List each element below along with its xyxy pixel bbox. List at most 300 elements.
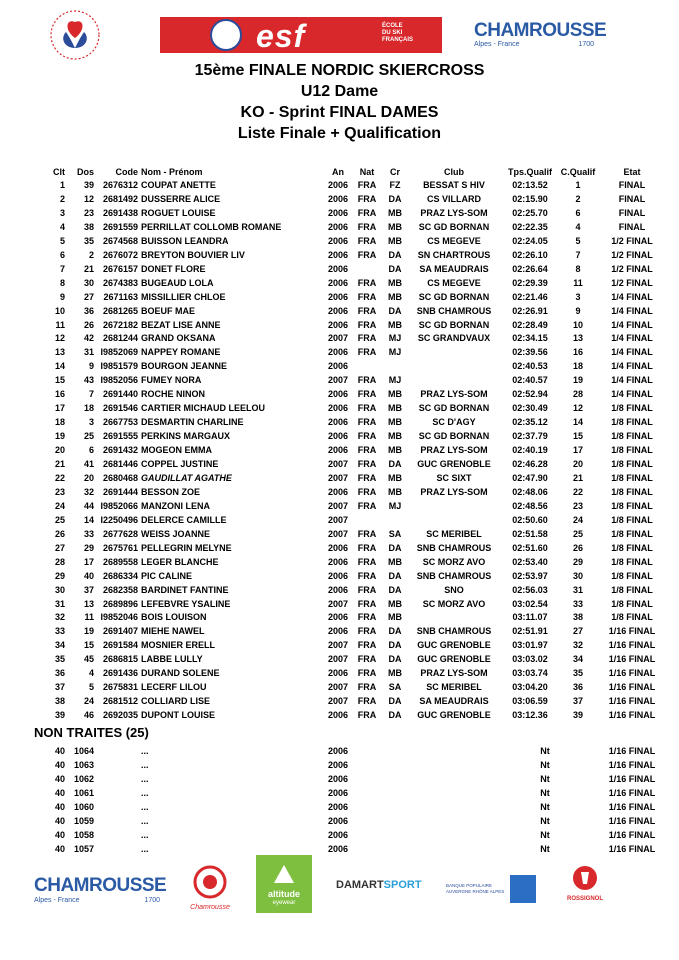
nt-cell-year: 2006 [327,816,349,827]
table-row [0,569,679,583]
cell-cqualif: 34 [572,654,583,665]
cell-cqualif: 21 [572,472,583,483]
cell-time: 02:35.12 [512,417,548,428]
cell-name: FUMEY NORA [141,375,202,386]
cell-year: 2007 [327,500,349,511]
esf-tagline: ÉCOLE DU SKI FRANÇAIS [382,23,413,43]
cell-name: WEISS JOANNE [141,528,211,539]
cell-cr: DA [388,570,402,581]
cell-clt: 10 [54,305,65,316]
cell-clt: 14 [54,361,65,372]
cell-cr: DA [388,249,402,260]
cell-cqualif: 3 [575,291,581,302]
cell-time: 02:48.06 [512,486,548,497]
nt-cell-year: 2006 [327,760,349,771]
cell-name: DONET FLORE [141,263,206,274]
cell-time: 03:01.97 [512,640,548,651]
cell-clt: 24 [54,500,65,511]
cell-dos: 27 [83,291,94,302]
cell-cqualif: 12 [572,403,583,414]
altitude-eyewear-logo: altitude eyewear [256,855,312,913]
cell-cr: MJ [388,500,402,511]
cell-nat: FRA [357,598,377,609]
cell-club: SNB CHAMROUS [416,305,492,316]
cell-etat: FINAL [618,193,646,204]
nt-cell-clt: 40 [54,802,65,813]
cell-cqualif: 16 [572,347,583,358]
nt-cell-clt: 40 [54,760,65,771]
cell-etat: 1/4 FINAL [611,375,653,386]
rossignol-logo: ROSSIGNOL [562,865,608,902]
column-header-dos: Dos [76,167,94,177]
cell-etat: 1/8 FINAL [611,500,653,511]
cell-etat: 1/8 FINAL [611,403,653,414]
nt-cell-etat: 1/16 FINAL [608,788,656,799]
cell-name: MANZONI LENA [141,500,210,511]
cell-dos: 3 [88,417,94,428]
cell-etat: 1/8 FINAL [611,472,653,483]
table-row [0,499,679,513]
cell-year: 2007 [327,472,349,483]
cell-cqualif: 4 [575,221,581,232]
cell-clt: 23 [54,486,65,497]
chamrousse-altitude: 1700 [578,41,594,48]
cell-year: 2006 [327,556,349,567]
chamrousse-emblem-icon [193,865,227,899]
table-row [0,457,679,471]
cell-name: MIEHE NAWEL [141,626,205,637]
column-header-time: Tps.Qualif [507,167,552,177]
cell-year: 2007 [327,333,349,344]
cell-cr: DA [388,542,402,553]
cell-code: 2675831 [102,682,138,693]
nt-cell-year: 2006 [327,774,349,785]
cell-club: GUC GRENOBLE [417,654,491,665]
table-row [0,345,679,359]
non-traite-row [0,772,679,786]
non-traite-row [0,842,679,856]
cell-cqualif: 19 [572,375,583,386]
cell-dos: 32 [83,486,94,497]
cell-cr: MB [388,556,402,567]
cell-time: 02:51.60 [512,542,548,553]
banque-populaire-logo: BANQUE POPULAIRE AUVERGNE RHÔNE ALPES [446,875,538,905]
cell-nat: FRA [357,193,377,204]
cell-cqualif: 15 [572,431,583,442]
cell-year: 2006 [327,570,349,581]
nt-cell-etat: 1/16 FINAL [608,830,656,841]
cell-nat: FRA [357,570,377,581]
cell-club: SNB CHAMROUS [416,570,492,581]
cell-name: BOURGON JEANNE [141,361,228,372]
cell-name: GAUDILLAT AGATHE [141,472,232,483]
cell-clt: 36 [54,668,65,679]
cell-year: 2006 [327,486,349,497]
cell-time: 02:48.56 [512,500,548,511]
cell-clt: 17 [54,403,65,414]
cell-cr: MB [388,221,402,232]
cell-clt: 8 [59,277,65,288]
cell-name: DURAND SOLENE [141,668,220,679]
chamrousse-emblem-logo: Chamrousse [186,865,234,913]
cell-dos: 2 [88,249,94,260]
table-row [0,610,679,624]
cell-dos: 6 [88,445,94,456]
table-row [0,624,679,638]
cell-nat: FRA [357,682,377,693]
cell-dos: 35 [83,235,94,246]
cell-dos: 15 [83,640,94,651]
cell-code: 2677628 [102,528,138,539]
cell-name: GRAND OKSANA [141,333,216,344]
banque-emblem-icon [510,875,536,903]
cell-club: SA MEAUDRAIS [419,696,489,707]
column-header-clt: Clt [53,167,65,177]
cell-cqualif: 11 [573,277,583,288]
cell-cr: MB [388,472,402,483]
cell-code: I9851579 [100,361,138,372]
cell-time: 02:40.19 [512,445,548,456]
esf-logo [160,17,442,53]
table-row [0,192,679,206]
nt-cell-clt: 40 [54,774,65,785]
cell-club: PRAZ LYS-SOM [420,445,488,456]
cell-etat: 1/8 FINAL [611,598,653,609]
table-row [0,652,679,666]
table-row [0,276,679,290]
nt-cell-year: 2006 [327,844,349,855]
cell-time: 02:52.94 [512,389,548,400]
cell-cqualif: 38 [572,612,583,623]
cell-etat: 1/16 FINAL [608,710,656,721]
cell-etat: 1/16 FINAL [608,640,656,651]
cell-code: 2691432 [102,445,138,456]
nt-cell-name: ... [141,788,149,799]
cell-dos: 38 [83,221,94,232]
cell-etat: 1/8 FINAL [611,514,653,525]
nt-cell-dos: 1061 [73,788,94,799]
cell-time: 02:39.56 [512,347,548,358]
cell-cqualif: 25 [572,528,583,539]
nt-cell-name: ... [141,844,149,855]
cell-club: SC MORZ AVO [422,598,486,609]
cell-cr: MB [388,319,402,330]
cell-etat: 1/8 FINAL [611,417,653,428]
cell-name: LABBE LULLY [141,654,203,665]
cell-cr: MJ [388,375,402,386]
cell-time: 03:03.02 [512,654,548,665]
cell-time: 02:56.03 [512,584,548,595]
table-row [0,527,679,541]
cell-clt: 1 [59,180,65,190]
cell-club: SNO [444,584,464,595]
cell-clt: 29 [54,570,65,581]
cell-cr: DA [388,584,402,595]
cell-code: I2250496 [100,514,138,525]
cell-clt: 39 [54,710,65,721]
altitude-mountain-icon [274,865,294,883]
table-row [0,415,679,429]
cell-club: CS MEGEVE [427,277,481,288]
cell-code: 2682358 [102,584,138,595]
cell-clt: 5 [59,235,65,246]
cell-dos: 24 [83,696,94,707]
cell-cr: MB [388,417,402,428]
cell-year: 2007 [327,682,349,693]
cell-name: DUPONT LOUISE [141,710,216,721]
cell-etat: 1/8 FINAL [611,459,653,469]
cell-cqualif: 10 [572,319,583,330]
table-row [0,443,679,457]
cell-dos: 26 [83,319,94,330]
table-header [0,165,679,179]
table-row [0,597,679,611]
nt-cell-name: ... [141,816,149,827]
cell-etat: 1/8 FINAL [611,528,653,539]
cell-year: 2006 [327,193,349,204]
cell-etat: 1/8 FINAL [611,570,653,581]
cell-nat: FRA [357,180,377,190]
cell-nat: FRA [357,640,377,651]
cell-time: 02:15.90 [512,193,548,204]
cell-time: 02:28.49 [512,319,548,330]
cell-dos: 44 [83,500,94,511]
cell-nat: FRA [357,626,377,637]
cell-name: MISSILLIER CHLOE [141,291,226,302]
cell-code: 2686334 [102,570,138,581]
nt-cell-name: ... [141,760,149,771]
nt-cell-dos: 1060 [73,802,94,813]
cell-cr: MB [388,291,402,302]
cell-year: 2007 [327,654,349,665]
cell-etat: FINAL [618,207,646,218]
cell-cqualif: 22 [572,486,583,497]
cell-name: PELLEGRIN MELYNE [141,542,232,553]
cell-name: DELERCE CAMILLE [141,514,227,525]
cell-clt: 2 [59,193,65,204]
cell-club: SNB CHAMROUS [416,626,492,637]
cell-nat: FRA [357,472,377,483]
cell-dos: 40 [83,570,94,581]
cell-name: LECERF LILOU [141,682,207,693]
cell-cqualif: 18 [572,361,583,372]
nt-cell-etat: 1/16 FINAL [608,802,656,813]
cell-club: SC GD BORNAN [418,319,490,330]
cell-nat: FRA [357,654,377,665]
title-event: 15ème FINALE NORDIC SKIERCROSS [194,62,485,79]
cell-code: I9852046 [100,612,138,623]
page-header [0,0,679,150]
table-row [0,680,679,694]
cell-etat: 1/16 FINAL [608,668,656,679]
cell-time: 02:51.91 [512,626,548,637]
cell-year: 2006 [327,235,349,246]
cell-club: SC GD BORNAN [418,403,490,414]
cell-year: 2006 [327,403,349,414]
table-row [0,401,679,415]
cell-cqualif: 2 [575,193,581,204]
cell-clt: 35 [54,654,65,665]
table-row [0,694,679,708]
cell-code: 2691546 [102,403,138,414]
cell-year: 2007 [327,375,349,386]
cell-clt: 16 [54,389,65,400]
cell-name: BOEUF MAE [141,305,195,316]
cell-time: 02:34.15 [512,333,548,344]
cell-code: 2689558 [102,556,138,567]
table-row [0,638,679,652]
cell-cr: DA [388,640,402,651]
cell-code: 2674568 [102,235,138,246]
column-header-cqualif: C.Qualif [560,167,596,177]
cell-clt: 20 [54,445,65,456]
column-header-name: Nom - Prénom [141,167,203,177]
cell-cqualif: 13 [572,333,583,344]
cell-time: 03:02.54 [512,598,548,609]
cell-name: BARDINET FANTINE [141,584,229,595]
table-row [0,304,679,318]
cell-name: PIC CALINE [141,570,193,581]
column-header-nat: Nat [359,167,375,177]
cell-nat: FRA [357,207,377,218]
cell-code: 2691407 [102,626,138,637]
table-row [0,513,679,527]
cell-nat: FRA [357,305,377,316]
cell-name: PERKINS MARGAUX [141,431,231,442]
cell-etat: 1/8 FINAL [611,431,653,442]
nt-cell-year: 2006 [327,802,349,813]
cell-clt: 32 [54,612,65,623]
cell-code: 2681244 [102,333,138,344]
cell-year: 2007 [327,598,349,609]
cell-cqualif: 9 [575,305,581,316]
cell-cr: MJ [388,333,402,344]
cell-year: 2006 [327,417,349,428]
cell-etat: 1/8 FINAL [611,556,653,567]
cell-nat: FRA [357,556,377,567]
cell-clt: 37 [54,682,65,693]
cell-code: 2691559 [102,221,138,232]
cell-cqualif: 28 [572,389,583,400]
cell-code: I9852069 [100,347,138,358]
non-traite-row [0,744,679,758]
cell-cr: FZ [389,180,401,190]
cell-nat: FRA [357,528,377,539]
non-traite-row [0,758,679,772]
title-race: KO - Sprint FINAL DAMES [240,104,439,121]
cell-code: I9852056 [100,375,138,386]
nt-cell-name: ... [141,802,149,813]
cell-etat: 1/16 FINAL [608,626,656,637]
nt-cell-name: ... [141,830,149,841]
cell-cr: MB [388,445,402,456]
cell-etat: 1/8 FINAL [611,486,653,497]
nt-cell-year: 2006 [327,830,349,841]
cell-code: 2692035 [102,710,138,721]
table-row [0,666,679,680]
cell-cqualif: 8 [575,263,581,274]
cell-dos: 37 [83,584,94,595]
cell-dos: 29 [83,542,94,553]
cell-year: 2007 [327,528,349,539]
cell-dos: 42 [83,333,94,344]
table-row [0,429,679,443]
cell-etat: FINAL [618,221,646,232]
cell-year: 2006 [327,221,349,232]
cell-etat: 1/8 FINAL [611,584,653,595]
cell-cqualif: 23 [572,500,583,511]
cell-nat: FRA [357,500,377,511]
cell-etat: 1/8 FINAL [611,445,653,456]
cell-club: GUC GRENOBLE [417,459,491,469]
cell-time: 02:22.35 [512,221,548,232]
cell-time: 02:37.79 [512,431,548,442]
nt-cell-etat: 1/16 FINAL [608,816,656,827]
table-row [0,708,679,722]
chamrousse-name: CHAMROUSSE [474,20,607,41]
cell-code: 2686815 [102,654,138,665]
nt-cell-etat: 1/16 FINAL [608,760,656,771]
cell-club: SNB CHAMROUS [416,542,492,553]
table-row [0,387,679,401]
cell-year: 2007 [327,459,349,469]
nt-cell-name: ... [141,774,149,785]
cell-clt: 12 [54,333,65,344]
cell-name: COPPEL JUSTINE [141,459,219,469]
cell-nat: FRA [357,347,377,358]
column-header-year: An [332,167,344,177]
cell-name: BREYTON BOUVIER LIV [141,249,245,260]
cell-cr: MB [388,389,402,400]
rossignol-rooster-icon [572,865,598,891]
cell-cr: DA [388,654,402,665]
cell-year: 2006 [327,626,349,637]
nt-cell-status: Nt [540,830,550,841]
cell-nat: FRA [357,459,377,469]
table-row [0,206,679,220]
cell-code: 2676072 [102,249,138,260]
cell-code: 2667753 [102,417,138,428]
cell-time: 02:30.49 [512,403,548,414]
cell-nat: FRA [357,417,377,428]
nt-cell-status: Nt [540,816,550,827]
cell-cr: SA [388,682,402,693]
cell-time: 02:46.28 [512,459,548,469]
cell-cr: MB [388,486,402,497]
cell-etat: 1/2 FINAL [611,235,653,246]
cell-etat: 1/16 FINAL [608,696,656,707]
cell-code: 2681446 [102,459,138,469]
non-traite-row [0,828,679,842]
table-row [0,555,679,569]
cell-cr: DA [388,459,402,469]
cell-name: BUGEAUD LOLA [141,277,214,288]
cell-year: 2006 [327,361,349,372]
cell-code: 2691440 [102,389,138,400]
cell-time: 02:21.46 [512,291,548,302]
cell-clt: 28 [54,556,65,567]
nt-cell-status: Nt [540,788,550,799]
cell-etat: 1/4 FINAL [611,361,653,372]
cell-clt: 7 [59,263,65,274]
cell-clt: 26 [54,528,65,539]
nt-cell-name: ... [141,746,149,757]
cell-etat: 1/2 FINAL [611,249,653,260]
title-category: U12 Dame [300,83,379,100]
cell-club: PRAZ LYS-SOM [420,486,488,497]
cell-dos: 4 [88,668,94,679]
cell-name: BOIS LOUISON [141,612,207,623]
